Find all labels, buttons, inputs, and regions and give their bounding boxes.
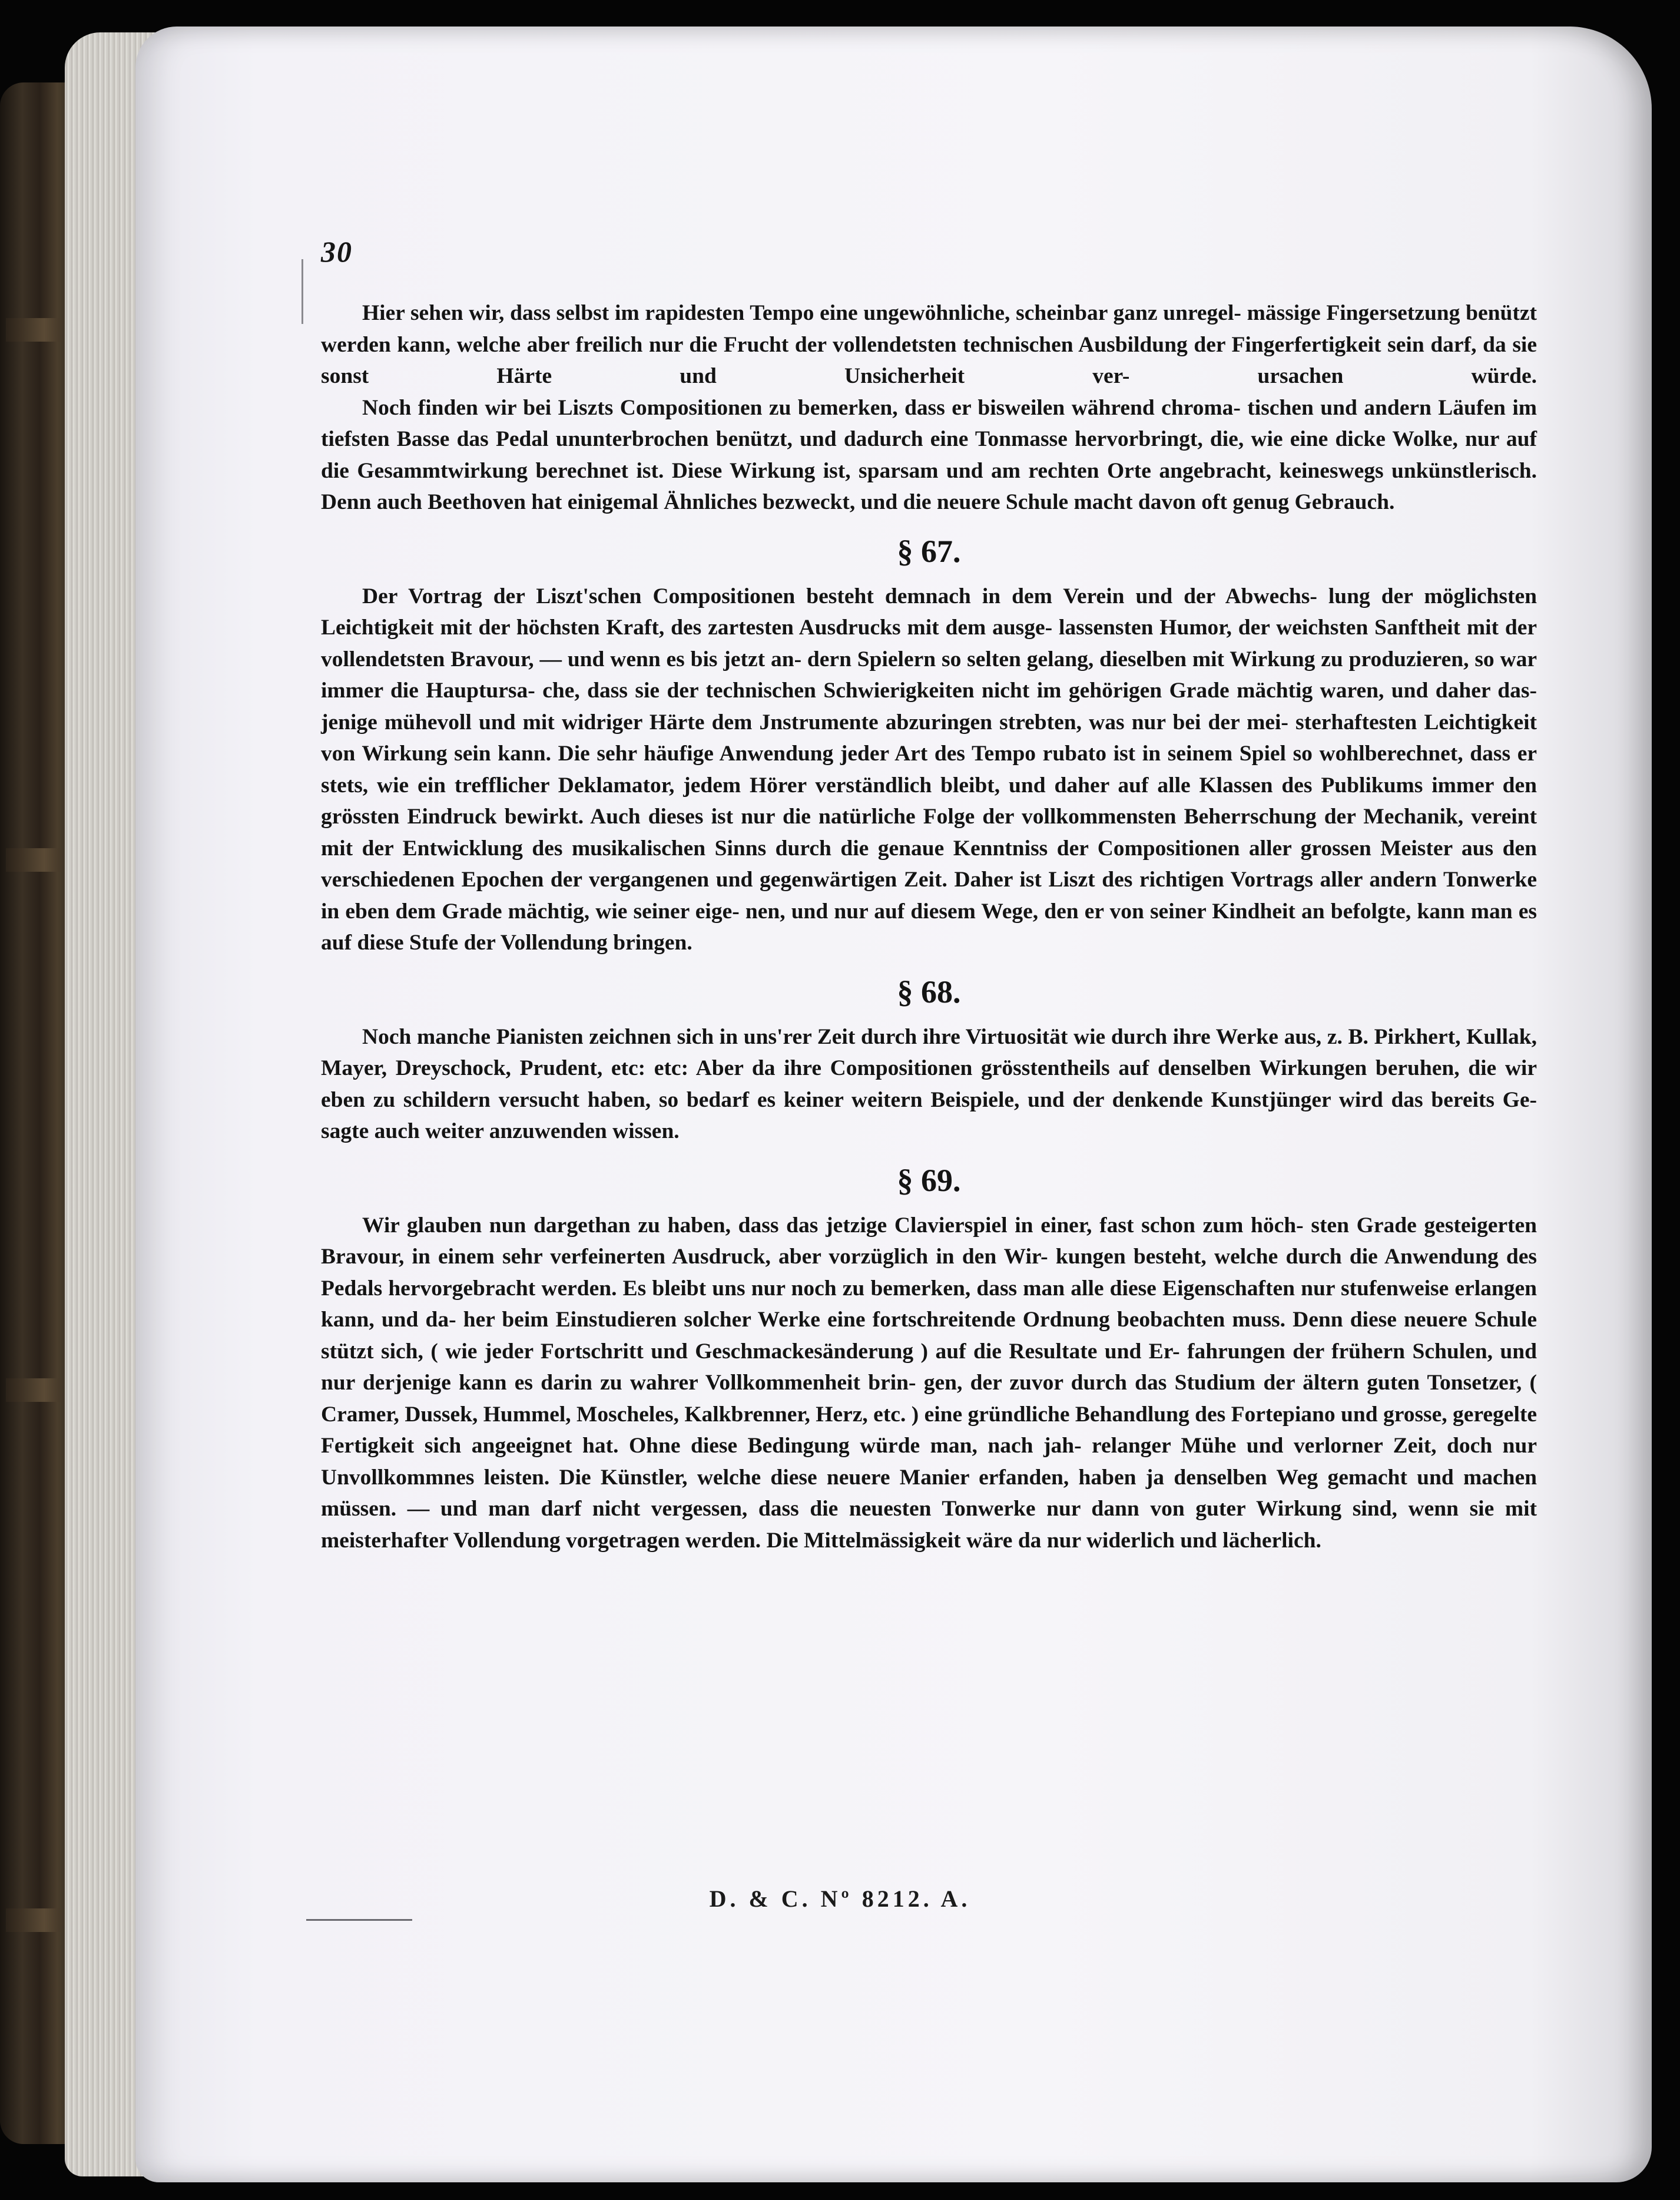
section-heading-67: § 67. [897, 533, 961, 569]
plate-number: D. & C. Nº 8212. A. [709, 1885, 971, 1912]
section-heading-68: § 68. [897, 974, 961, 1010]
plate-mark [301, 259, 303, 324]
section-text-68: Noch manche Pianisten zeichnen sich in uns'rer Zeit durch ihre Virtuosität wie durch ihre Werke aus, z. B. Pirkhert, Kullak, Mayer, Dreyschock, Prudent, etc: etc: Aber da ihre Compositionen grösstentheils auf denselben Wirkungen beruhen, die wir eben zu schildern versucht haben, so bedarf es keiner weitern Beispiele, und der denkende Kunstjünger wird das bereits Ge- sagte auch weiter anzuwenden wissen. [321, 1024, 1537, 1143]
section-text-67: Der Vortrag der Liszt'schen Compositionen besteht demnach in dem Verein und der Abwechs- lung der möglichsten Leichtigkeit mit der höchsten Kraft, des zartesten Ausdrucks mit dem ausge- lassensten Humor, der weichsten Sanftheit mit der vollendetsten Bravour, — und wenn es bis jetzt an- dern Spielern so selten gelang, dieselben mit Wirkung zu produzieren, so war immer die Hauptursa- che, dass sie der technischen Schwierigkeiten nicht im gehörigen Grade mächtig waren, und daher das- jenige mühevoll und mit widriger Härte dem Jnstrumente abzuringen strebten, was nur bei der mei- sterhaftesten Leichtigkeit von Wirkung sein kann. Die sehr häufige Anwendung jeder Art des Tempo rubato ist in seinem Spiel so wohlberechnet, dass er stets, wie ein trefflicher Deklamator, jedem Hörer verständlich bleibt, und daher auf alle Klassen des Publikums immer den grössten Eindruck bewirkt. Auch dieses ist nur die natürliche Folge der vollkommensten Beherrschung der Mechanik, vereint mit der Entwicklung des musikalischen Sinns durch die genaue Kenntniss der Compositionen aller grossen Meister aus den verschiedenen Epochen der vergangenen und gegenwärtigen Zeit. Daher ist Liszt des richtigen Vortrags aller andern Tonwerke in eben dem Grade mächtig, wie seiner eige- nen, und nur auf diesem Wege, den er von seiner Kindheit an befolgte, kann man es auf diese Stufe der Vollendung bringen. [321, 584, 1537, 955]
bottom-rule [306, 1919, 412, 1921]
page-number: 30 [321, 235, 353, 268]
page-text [321, 297, 1537, 1556]
paragraph-fingering: Hier sehen wir, dass selbst im rapidesten Tempo eine ungewöhnliche, scheinbar ganz unregel- mässige Fingersetzung benützt werden kann, welche aber freilich nur die Frucht der vollendetsten technischen Ausbildung der Fingerfertigkeit sein darf, da sie sonst Härte und Unsicherheit ver- ursachen würde. [321, 301, 1537, 388]
section-heading-69: § 69. [897, 1162, 961, 1198]
paragraph-pedal: Noch finden wir bei Liszts Compositionen zu bemerken, dass er bisweilen während chroma- tischen und andern Läufen im tiefsten Basse das Pedal ununterbrochen benützt, und dadurch eine Tonmasse hervorbringt, die, wie eine dicke Wolke, nur auf die Gesammtwirkung berechnet ist. Diese Wirkung ist, sparsam und am rechten Orte angebracht, keineswegs unkünstlerisch. Denn auch Beethoven hat einigemal Ähnliches bezweckt, und die neuere Schule macht davon oft genug Gebrauch. [321, 395, 1537, 514]
section-text-69: Wir glauben nun dargethan zu haben, dass das jetzige Clavierspiel in einer, fast schon zum höch- sten Grade gesteigerten Bravour, in einem sehr verfeinerten Ausdruck, aber vorzüglich in den Wir- kungen besteht, welche durch die Anwendung des Pedals hervorgebracht werden. Es bleibt uns nur noch zu bemerken, dass man alle diese Eigenschaften nur stufenweise erlangen kann, und da- her beim Einstudieren solcher Werke eine fortschreitende Ordnung beobachten muss. Denn diese neuere Schule stützt sich, ( wie jeder Fortschritt und Geschmackesänderung ) auf die Resultate und Er- fahrungen der frühern Schulen, und nur derjenige kann es darin zu wahrer Vollkommenheit brin- gen, der zuvor durch das Studium der ältern guten Tonsetzer, ( Cramer, Dussek, Hummel, Moscheles, Kalkbrenner, Herz, etc. ) eine gründliche Behandlung des Fortepiano und grosse, geregelte Fertigkeit sich angeeignet hat. Ohne diese Bedingung würde man, nach jah- relanger Mühe und verlorner Zeit, doch nur Unvollkommnes leisten. Die Künstler, welche diese neuere Manier erfanden, haben ja denselben Weg gemacht und machen müssen. — und man darf nicht vergessen, dass die neuesten Tonwerke nur dann von guter Wirkung sind, wenn sie mit meisterhafter Vollendung vorgetragen werden. Die Mittelmässigkeit wäre da nur widerlich und lächerlich. [321, 1213, 1537, 1553]
